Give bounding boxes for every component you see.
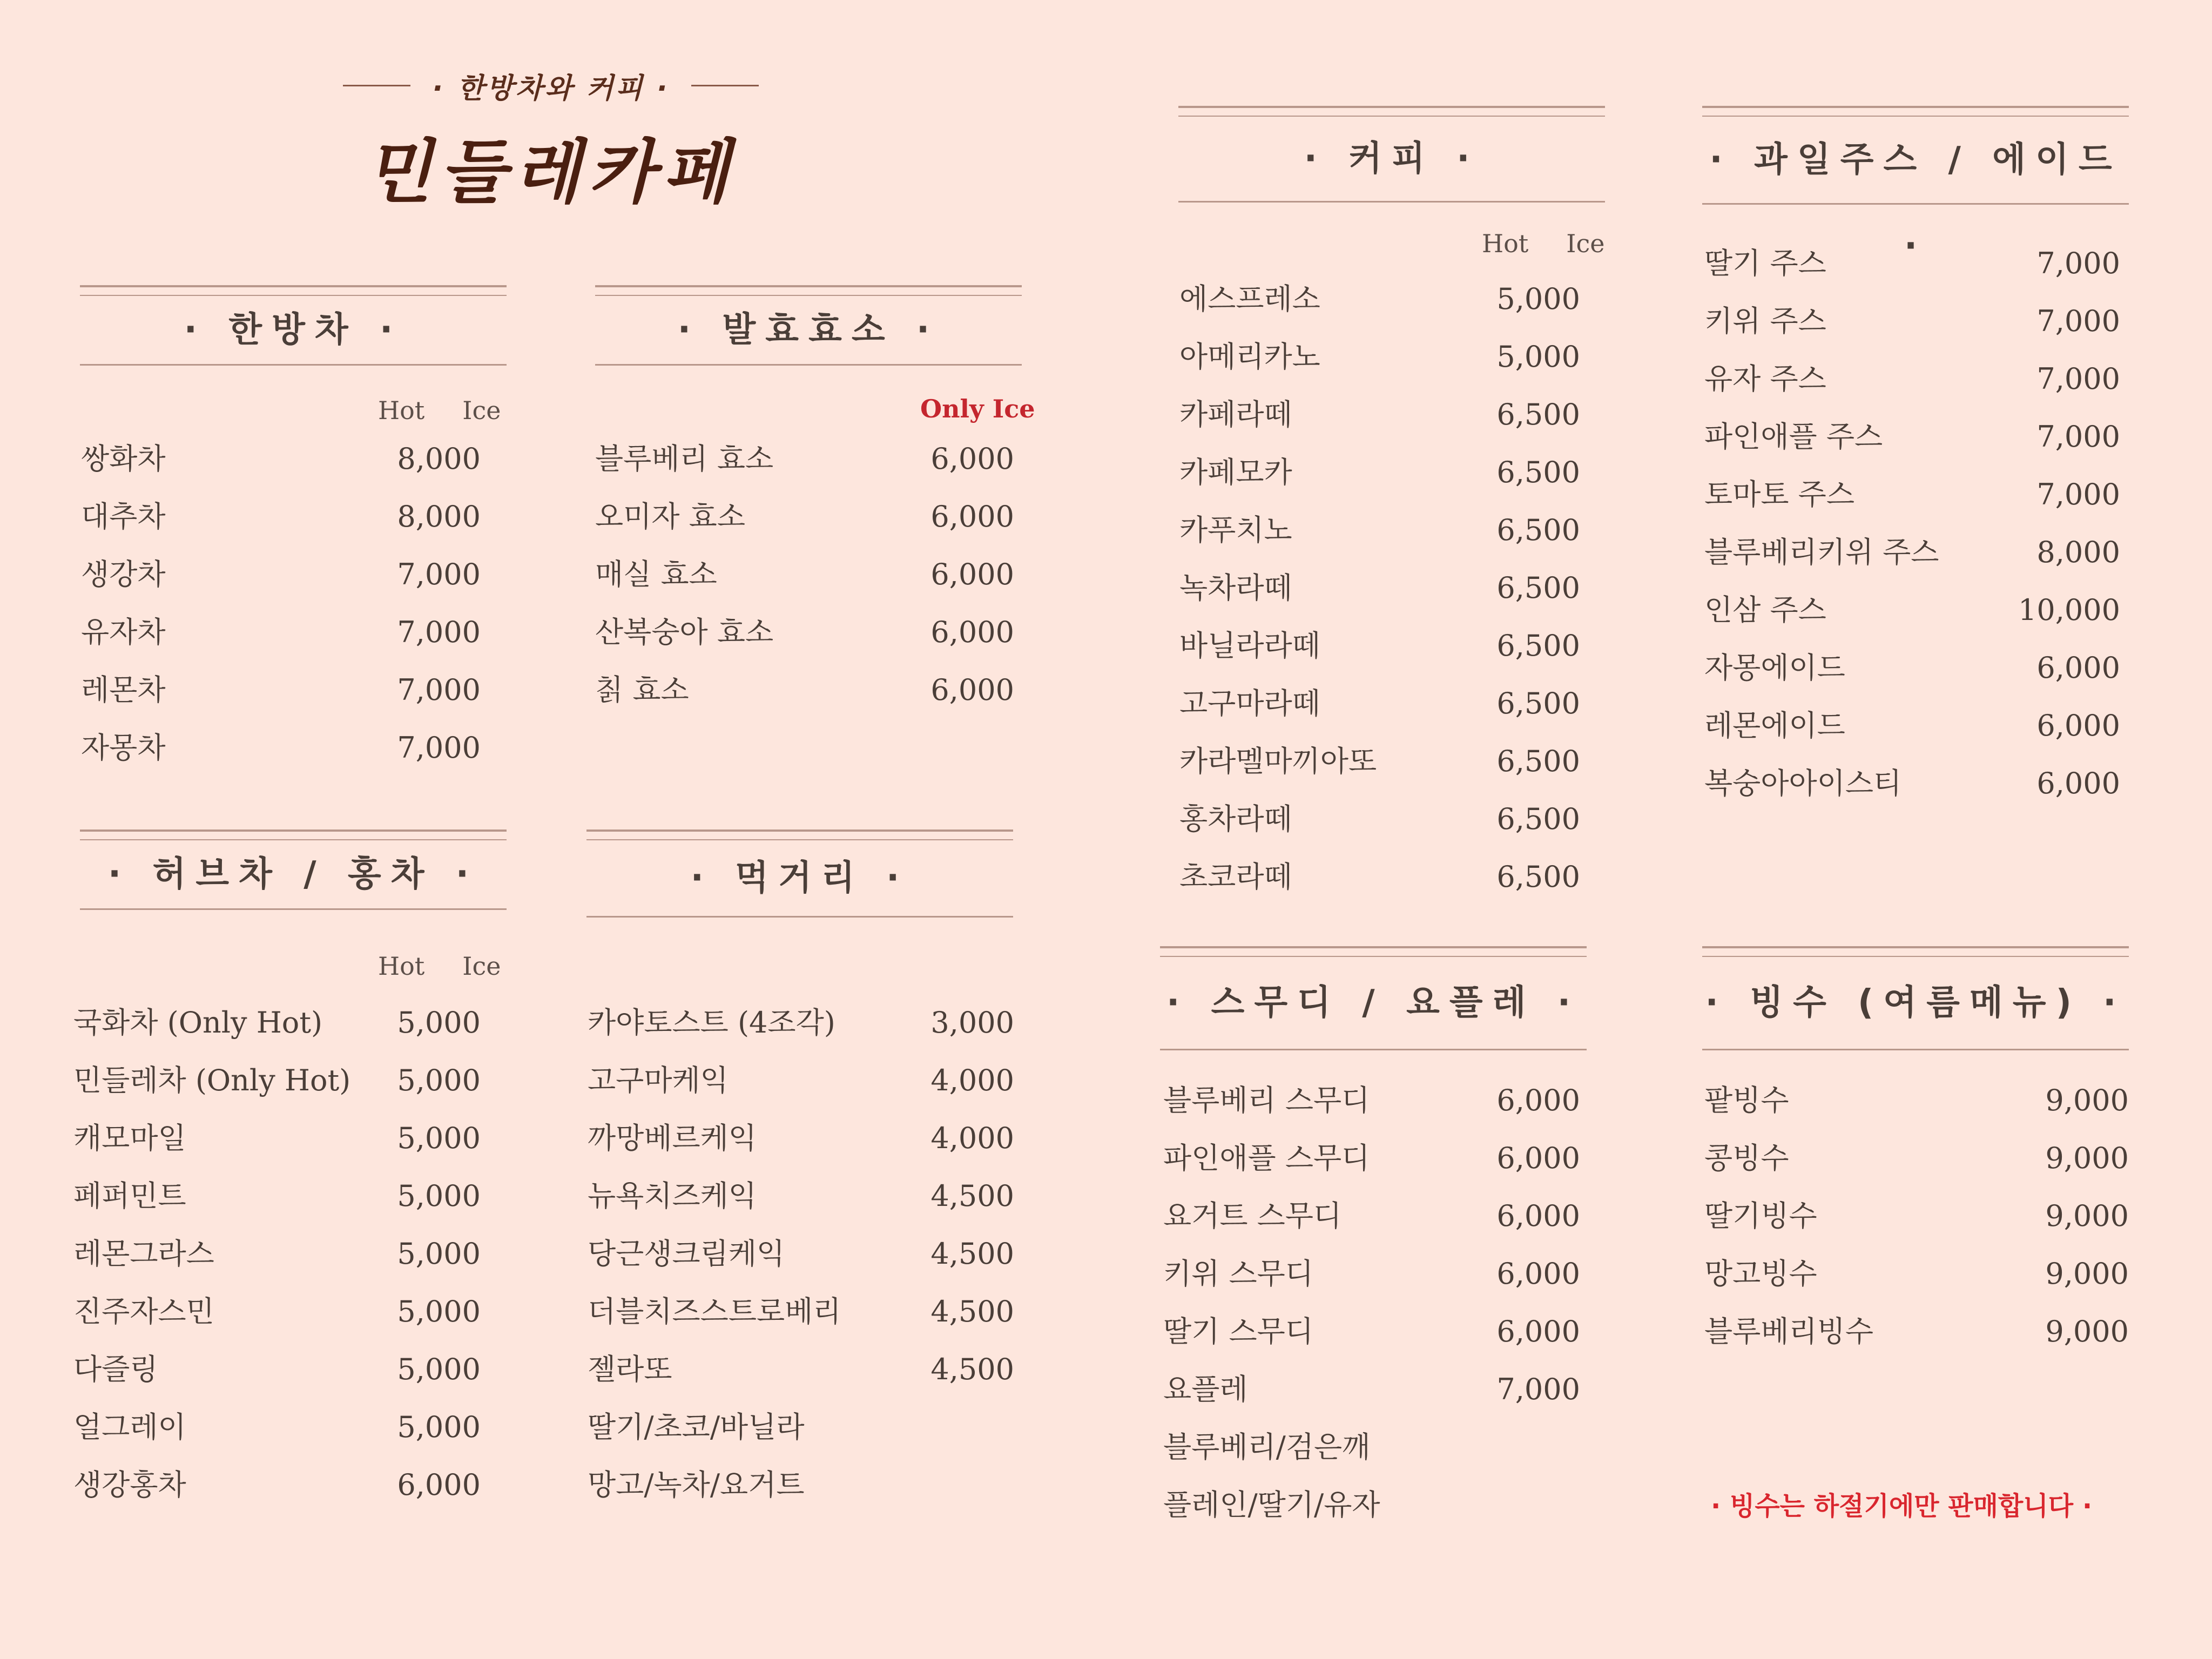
hot-ice-header [1482, 229, 1604, 258]
item-name: 자몽에이드 [1704, 651, 1845, 685]
item-price: 4,500 [930, 1294, 1014, 1328]
menu-item-option [1163, 1418, 1580, 1476]
menu-item [1163, 1071, 1580, 1129]
menu-item [73, 994, 481, 1051]
item-name: 칡 효소 [595, 673, 689, 707]
item-price: 5,000 [397, 1352, 481, 1386]
item-name: 더블치즈스트로베리 [588, 1294, 841, 1328]
item-price: 4,500 [930, 1179, 1014, 1213]
herb-list [73, 994, 481, 1514]
menu-item [588, 1109, 1014, 1167]
menu-item [1704, 292, 2120, 350]
item-name: 고구마케익 [588, 1063, 729, 1097]
item-name: 블루베리키위 주스 [1704, 535, 1939, 569]
item-price: 7,000 [397, 673, 481, 707]
item-price: 4,500 [930, 1237, 1014, 1271]
item-name: 딸기빙수 [1704, 1199, 1817, 1233]
menu-item [1179, 675, 1580, 732]
item-price: 6,500 [1496, 513, 1580, 547]
menu-item [73, 1456, 481, 1514]
item-name: 대추차 [81, 500, 166, 534]
section-bottom-rule [595, 364, 1022, 366]
bingsu-season-note: · 빙수는 하절기에만 판매합니다 · [1711, 1491, 2093, 1521]
item-name: 카푸치노 [1179, 513, 1292, 547]
item-price: 5,000 [397, 1410, 481, 1444]
menu-item [588, 994, 1014, 1051]
menu-item [1179, 270, 1580, 328]
section-title: · 먹거리 · [690, 858, 909, 898]
menu-item [81, 488, 481, 545]
item-price: 6,500 [1496, 744, 1580, 778]
menu-item [1179, 501, 1580, 559]
menu-item [595, 603, 1014, 661]
item-name: 요플레 [1163, 1372, 1248, 1406]
item-price: 7,000 [2036, 246, 2120, 280]
item-price: 5,000 [1496, 282, 1580, 316]
item-price: 6,500 [1496, 397, 1580, 431]
item-price: 5,000 [1496, 340, 1580, 374]
menu-item [1704, 466, 2120, 523]
menu-item [73, 1398, 481, 1456]
item-name: 고구마라떼 [1179, 686, 1320, 720]
item-name: 진주자스민 [73, 1294, 214, 1328]
item-price: 6,000 [1496, 1257, 1580, 1291]
ice-label: Ice [462, 396, 501, 425]
item-name: 망고/녹차/요거트 [588, 1468, 805, 1502]
item-name: 매실 효소 [595, 557, 717, 591]
hot-label: Hot [378, 952, 425, 981]
menu-item [73, 1340, 481, 1398]
item-price: 7,000 [397, 731, 481, 765]
menu-item-option [588, 1398, 1014, 1456]
item-price: 5,000 [397, 1006, 481, 1040]
menu-item [81, 430, 481, 488]
item-price: 6,000 [930, 557, 1014, 591]
menu-item [1163, 1360, 1580, 1418]
item-price: 9,000 [2045, 1314, 2129, 1348]
hot-label: Hot [378, 396, 425, 425]
menu-item [1179, 559, 1580, 617]
menu-item [588, 1225, 1014, 1283]
section-top-rule [595, 285, 1022, 296]
item-price: 9,000 [2045, 1257, 2129, 1291]
section-hanbang [80, 285, 507, 366]
section-title: · 빙수 (여름메뉴) · [1705, 983, 2126, 1023]
menu-item [1179, 732, 1580, 790]
item-name: 키위 주스 [1704, 304, 1826, 338]
menu-item [81, 545, 481, 603]
item-price: 9,000 [2045, 1199, 2129, 1233]
enzyme-list [595, 430, 1014, 719]
menu-item [1704, 1245, 2129, 1303]
smoothie-list [1163, 1071, 1580, 1534]
tagline-left-rule [343, 85, 410, 86]
item-name: 카페라떼 [1179, 397, 1292, 431]
item-name: 카라멜마끼아또 [1179, 744, 1377, 778]
section-top-rule [1702, 946, 2129, 957]
menu-item [1704, 754, 2120, 812]
item-name: 복숭아아이스티 [1704, 766, 1902, 800]
menu-item [1163, 1303, 1580, 1360]
hot-label: Hot [1482, 229, 1529, 258]
section-bottom-rule [1178, 201, 1605, 203]
item-price: 6,000 [1496, 1199, 1580, 1233]
menu-item [1704, 234, 2120, 292]
item-price: 6,500 [1496, 629, 1580, 663]
item-name: 당근생크림케익 [588, 1237, 785, 1271]
brand-tagline [292, 64, 810, 107]
item-price: 7,000 [397, 557, 481, 591]
cafe-title: 민들레카페 [365, 132, 737, 213]
item-price: 4,000 [930, 1121, 1014, 1155]
section-bottom-rule [80, 364, 507, 366]
item-name: 페퍼민트 [73, 1179, 186, 1213]
item-name: 망고빙수 [1704, 1257, 1817, 1291]
menu-item [73, 1109, 481, 1167]
item-price: 6,000 [930, 442, 1014, 476]
item-name: 뉴욕치즈케익 [588, 1179, 757, 1213]
coffee-list [1179, 270, 1580, 906]
menu-item-option [1163, 1476, 1580, 1534]
item-price: 6,000 [2036, 709, 2120, 743]
menu-item [1704, 581, 2120, 639]
item-price: 7,000 [397, 615, 481, 649]
section-food [586, 830, 1013, 918]
item-name: 산복숭아 효소 [595, 615, 774, 649]
menu-item [73, 1283, 481, 1340]
menu-item [81, 661, 481, 719]
item-price: 6,000 [930, 500, 1014, 534]
menu-item [1704, 639, 2120, 697]
item-name: 레몬차 [81, 673, 166, 707]
menu-item [1179, 617, 1580, 675]
menu-item [1179, 790, 1580, 848]
item-name: 민들레차 (Only Hot) [73, 1063, 351, 1097]
item-name: 까망베르케익 [588, 1121, 757, 1155]
only-ice-label: Only Ice [920, 394, 1035, 423]
item-price: 6,500 [1496, 455, 1580, 489]
item-price: 5,000 [397, 1179, 481, 1213]
menu-item [73, 1051, 481, 1109]
section-title: · 발효효소 · [677, 310, 940, 350]
item-price: 6,500 [1496, 860, 1580, 894]
section-top-rule [1702, 106, 2129, 117]
item-name: 토마토 주스 [1704, 477, 1854, 511]
item-price: 7,000 [2036, 420, 2120, 454]
item-name: 에스프레소 [1179, 282, 1320, 316]
section-bottom-rule [586, 916, 1013, 918]
menu-item [1704, 1187, 2129, 1245]
item-name: 쌍화차 [81, 442, 166, 476]
item-name: 국화차 (Only Hot) [73, 1006, 323, 1040]
item-price: 9,000 [2045, 1083, 2129, 1117]
bingsu-list [1704, 1071, 2129, 1360]
item-name: 블루베리 스무디 [1163, 1083, 1370, 1117]
item-price: 6,500 [1496, 686, 1580, 720]
menu-item [73, 1167, 481, 1225]
section-top-rule [80, 285, 507, 296]
item-price: 6,000 [930, 673, 1014, 707]
item-name: 딸기/초코/바닐라 [588, 1410, 805, 1444]
section-herb-tea [80, 830, 507, 910]
section-smoothie [1160, 946, 1587, 1050]
item-name: 요거트 스무디 [1163, 1199, 1342, 1233]
item-name: 녹차라떼 [1179, 571, 1292, 605]
menu-item [1704, 1071, 2129, 1129]
section-top-rule [1178, 106, 1605, 117]
item-name: 바닐라라떼 [1179, 629, 1320, 663]
section-title: · 과일주스 / 에이드 · [1709, 140, 2122, 266]
item-price: 6,000 [1496, 1083, 1580, 1117]
item-price: 6,000 [1496, 1314, 1580, 1348]
item-name: 캐모마일 [73, 1121, 186, 1155]
item-price: 6,000 [930, 615, 1014, 649]
item-name: 팥빙수 [1704, 1083, 1789, 1117]
item-price: 7,000 [2036, 477, 2120, 511]
item-name: 아메리카노 [1179, 340, 1320, 374]
food-list [588, 994, 1014, 1514]
menu-item [1704, 350, 2120, 408]
menu-item [1179, 328, 1580, 386]
item-name: 레몬그라스 [73, 1237, 214, 1271]
item-name: 젤라또 [588, 1352, 672, 1386]
item-price: 6,000 [397, 1468, 481, 1502]
section-title: · 허브차 / 홍차 · [107, 854, 479, 894]
item-name: 유자 주스 [1704, 362, 1826, 396]
item-name: 다즐링 [73, 1352, 158, 1386]
section-bottom-rule [1160, 1049, 1587, 1050]
section-enzyme [595, 285, 1022, 366]
item-name: 블루베리/검은깨 [1163, 1430, 1371, 1464]
section-title: · 스무디 / 요플레 · [1166, 983, 1581, 1023]
item-name: 블루베리 효소 [595, 442, 774, 476]
item-price: 4,500 [930, 1352, 1014, 1386]
menu-item [595, 430, 1014, 488]
item-name: 초코라떼 [1179, 860, 1292, 894]
hot-ice-header [378, 952, 501, 981]
item-price: 7,000 [2036, 362, 2120, 396]
menu-item [1704, 523, 2120, 581]
juice-list [1704, 234, 2120, 812]
section-top-rule [80, 830, 507, 840]
item-price: 5,000 [397, 1237, 481, 1271]
item-name: 파인애플 주스 [1704, 420, 1883, 454]
section-title: · 커피 · [1304, 139, 1480, 179]
item-price: 6,000 [1496, 1141, 1580, 1175]
item-price: 4,000 [930, 1063, 1014, 1097]
item-name: 딸기 스무디 [1163, 1314, 1313, 1348]
menu-item [1163, 1245, 1580, 1303]
tagline-text: · 한방차와 커피 · [432, 72, 670, 105]
section-top-rule [586, 830, 1013, 840]
item-price: 8,000 [397, 442, 481, 476]
item-price: 6,500 [1496, 802, 1580, 836]
item-name: 유자차 [81, 615, 166, 649]
item-price: 9,000 [2045, 1141, 2129, 1175]
item-price: 5,000 [397, 1063, 481, 1097]
menu-item [595, 545, 1014, 603]
menu-item [1704, 1129, 2129, 1187]
hanbang-list [81, 430, 481, 777]
item-name: 오미자 효소 [595, 500, 745, 534]
ice-label: Ice [1566, 229, 1605, 258]
menu-item-option [588, 1456, 1014, 1514]
item-name: 콩빙수 [1704, 1141, 1789, 1175]
section-coffee [1178, 106, 1605, 203]
section-bingsu [1702, 946, 2129, 1050]
menu-item [1179, 386, 1580, 443]
menu-item [595, 488, 1014, 545]
menu-item [595, 661, 1014, 719]
menu-item [81, 603, 481, 661]
item-price: 8,000 [2036, 535, 2120, 569]
item-name: 카야토스트 (4조각) [588, 1006, 835, 1040]
section-title: · 한방차 · [184, 310, 403, 350]
menu-item [1704, 408, 2120, 466]
menu-item [588, 1283, 1014, 1340]
menu-item [73, 1225, 481, 1283]
item-name: 얼그레이 [73, 1410, 186, 1444]
menu-item [1179, 848, 1580, 906]
menu-item [1163, 1187, 1580, 1245]
item-price: 6,000 [2036, 766, 2120, 800]
item-price: 5,000 [397, 1294, 481, 1328]
item-name: 생강차 [81, 557, 166, 591]
item-price: 5,000 [397, 1121, 481, 1155]
menu-item [1163, 1129, 1580, 1187]
menu-item [588, 1167, 1014, 1225]
item-price: 7,000 [2036, 304, 2120, 338]
menu-item [81, 719, 481, 777]
menu-item [1704, 697, 2120, 754]
item-name: 홍차라떼 [1179, 802, 1292, 836]
menu-item [1704, 1303, 2129, 1360]
item-price: 7,000 [1496, 1372, 1580, 1406]
section-bottom-rule [80, 908, 507, 910]
tagline-right-rule [691, 85, 759, 86]
item-name: 블루베리빙수 [1704, 1314, 1873, 1348]
item-price: 3,000 [930, 1006, 1014, 1040]
item-name: 키위 스무디 [1163, 1257, 1313, 1291]
item-name: 레몬에이드 [1704, 709, 1845, 743]
item-name: 자몽차 [81, 731, 166, 765]
hot-ice-header [378, 396, 501, 425]
item-name: 파인애플 스무디 [1163, 1141, 1370, 1175]
item-name: 딸기 주스 [1704, 246, 1826, 280]
item-price: 6,500 [1496, 571, 1580, 605]
menu-item [1179, 443, 1580, 501]
section-bottom-rule [1702, 1049, 2129, 1050]
section-top-rule [1160, 946, 1587, 957]
item-name: 플레인/딸기/유자 [1163, 1488, 1380, 1522]
item-name: 생강홍차 [73, 1468, 186, 1502]
item-price: 8,000 [397, 500, 481, 534]
menu-item [588, 1051, 1014, 1109]
menu-item [588, 1340, 1014, 1398]
item-price: 10,000 [2018, 593, 2120, 627]
item-name: 카페모카 [1179, 455, 1292, 489]
item-name: 인삼 주스 [1704, 593, 1826, 627]
item-price: 6,000 [2036, 651, 2120, 685]
ice-label: Ice [462, 952, 501, 981]
